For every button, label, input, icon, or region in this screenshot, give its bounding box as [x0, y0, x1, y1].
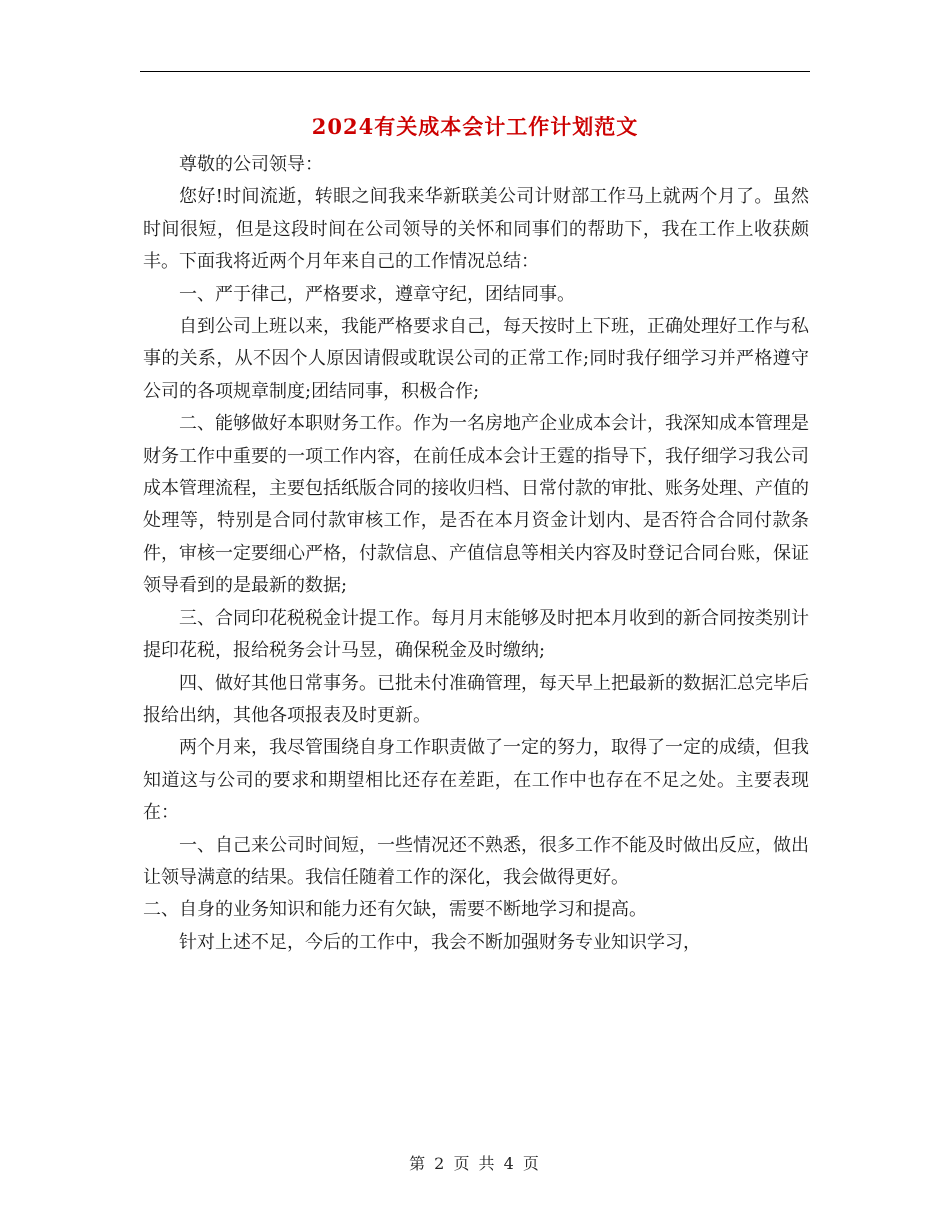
body-paragraph: 一、自己来公司时间短，一些情况还不熟悉，很多工作不能及时做出反应，做出让领导满意的结果。我信任随着工作的深化，我会做得更好。 — [143, 834, 809, 888]
body-paragraph: 四、做好其他日常事务。已批未付准确管理，每天早上把最新的数据汇总完毕后报给出纳，其他各项报表及时更新。 — [143, 672, 809, 726]
document-title: 2024有关成本会计工作计划范文 — [311, 114, 639, 139]
header-rule — [140, 71, 810, 72]
body-paragraph: 三、合同印花税税金计提工作。每月月末能够及时把本月收到的新合同按类别计提印花税，报给税务会计马昱，确保税金及时缴纳; — [143, 607, 809, 662]
body-paragraph: 自到公司上班以来，我能严格要求自己，每天按时上下班，正确处理好工作与私事的关系，从不因个人原因请假或耽误公司的正常工作;同时我仔细学习并严格遵守公司的各项规章制度;团结同事，积极合作; — [143, 316, 809, 402]
salutation-paragraph: 尊敬的公司领导： — [179, 154, 323, 175]
body-paragraph: 一、严于律己，严格要求，遵章守纪，团结同事。 — [179, 283, 575, 305]
body-paragraph: 两个月来，我尽管围绕自身工作职责做了一定的努力，取得了一定的成绩，但我知道这与公司的要求和期望相比还存在差距，在工作中也存在不足之处。主要表现在： — [143, 737, 809, 824]
body-paragraph: 二、能够做好本职财务工作。作为一名房地产企业成本会计，我深知成本管理是财务工作中重要的一项工作内容，在前任成本会计王霆的指导下，我仔细学习我公司成本管理流程，主要包括纸版合同的接收归档、日常付款的审批、账务处理、产值的处理等，特别是合同付款审核工作，是否在本月资金计划内、是否符合合同付款条件，审核一定要细心严格，付款信息、产值信息等相关内容及时登记合同台账，保证领导看到的是最新的数据; — [143, 413, 809, 597]
body-paragraph: 二、自身的业务知识和能力还有欠缺，需要不断地学习和提高。 — [143, 899, 647, 921]
body-paragraph: 您好!时间流逝，转眼之间我来华新联美公司计财部工作马上就两个月了。虽然时间很短，但是这段时间在公司领导的关怀和同事们的帮助下，我在工作上收获颇丰。下面我将近两个月年来自己的工作情况总结： — [143, 186, 809, 273]
body-paragraph: 针对上述不足，今后的工作中，我会不断加强财务专业知识学习， — [179, 931, 701, 953]
document-body — [143, 149, 809, 959]
page-footer: 第 2 页 共 4 页 — [409, 1154, 541, 1173]
